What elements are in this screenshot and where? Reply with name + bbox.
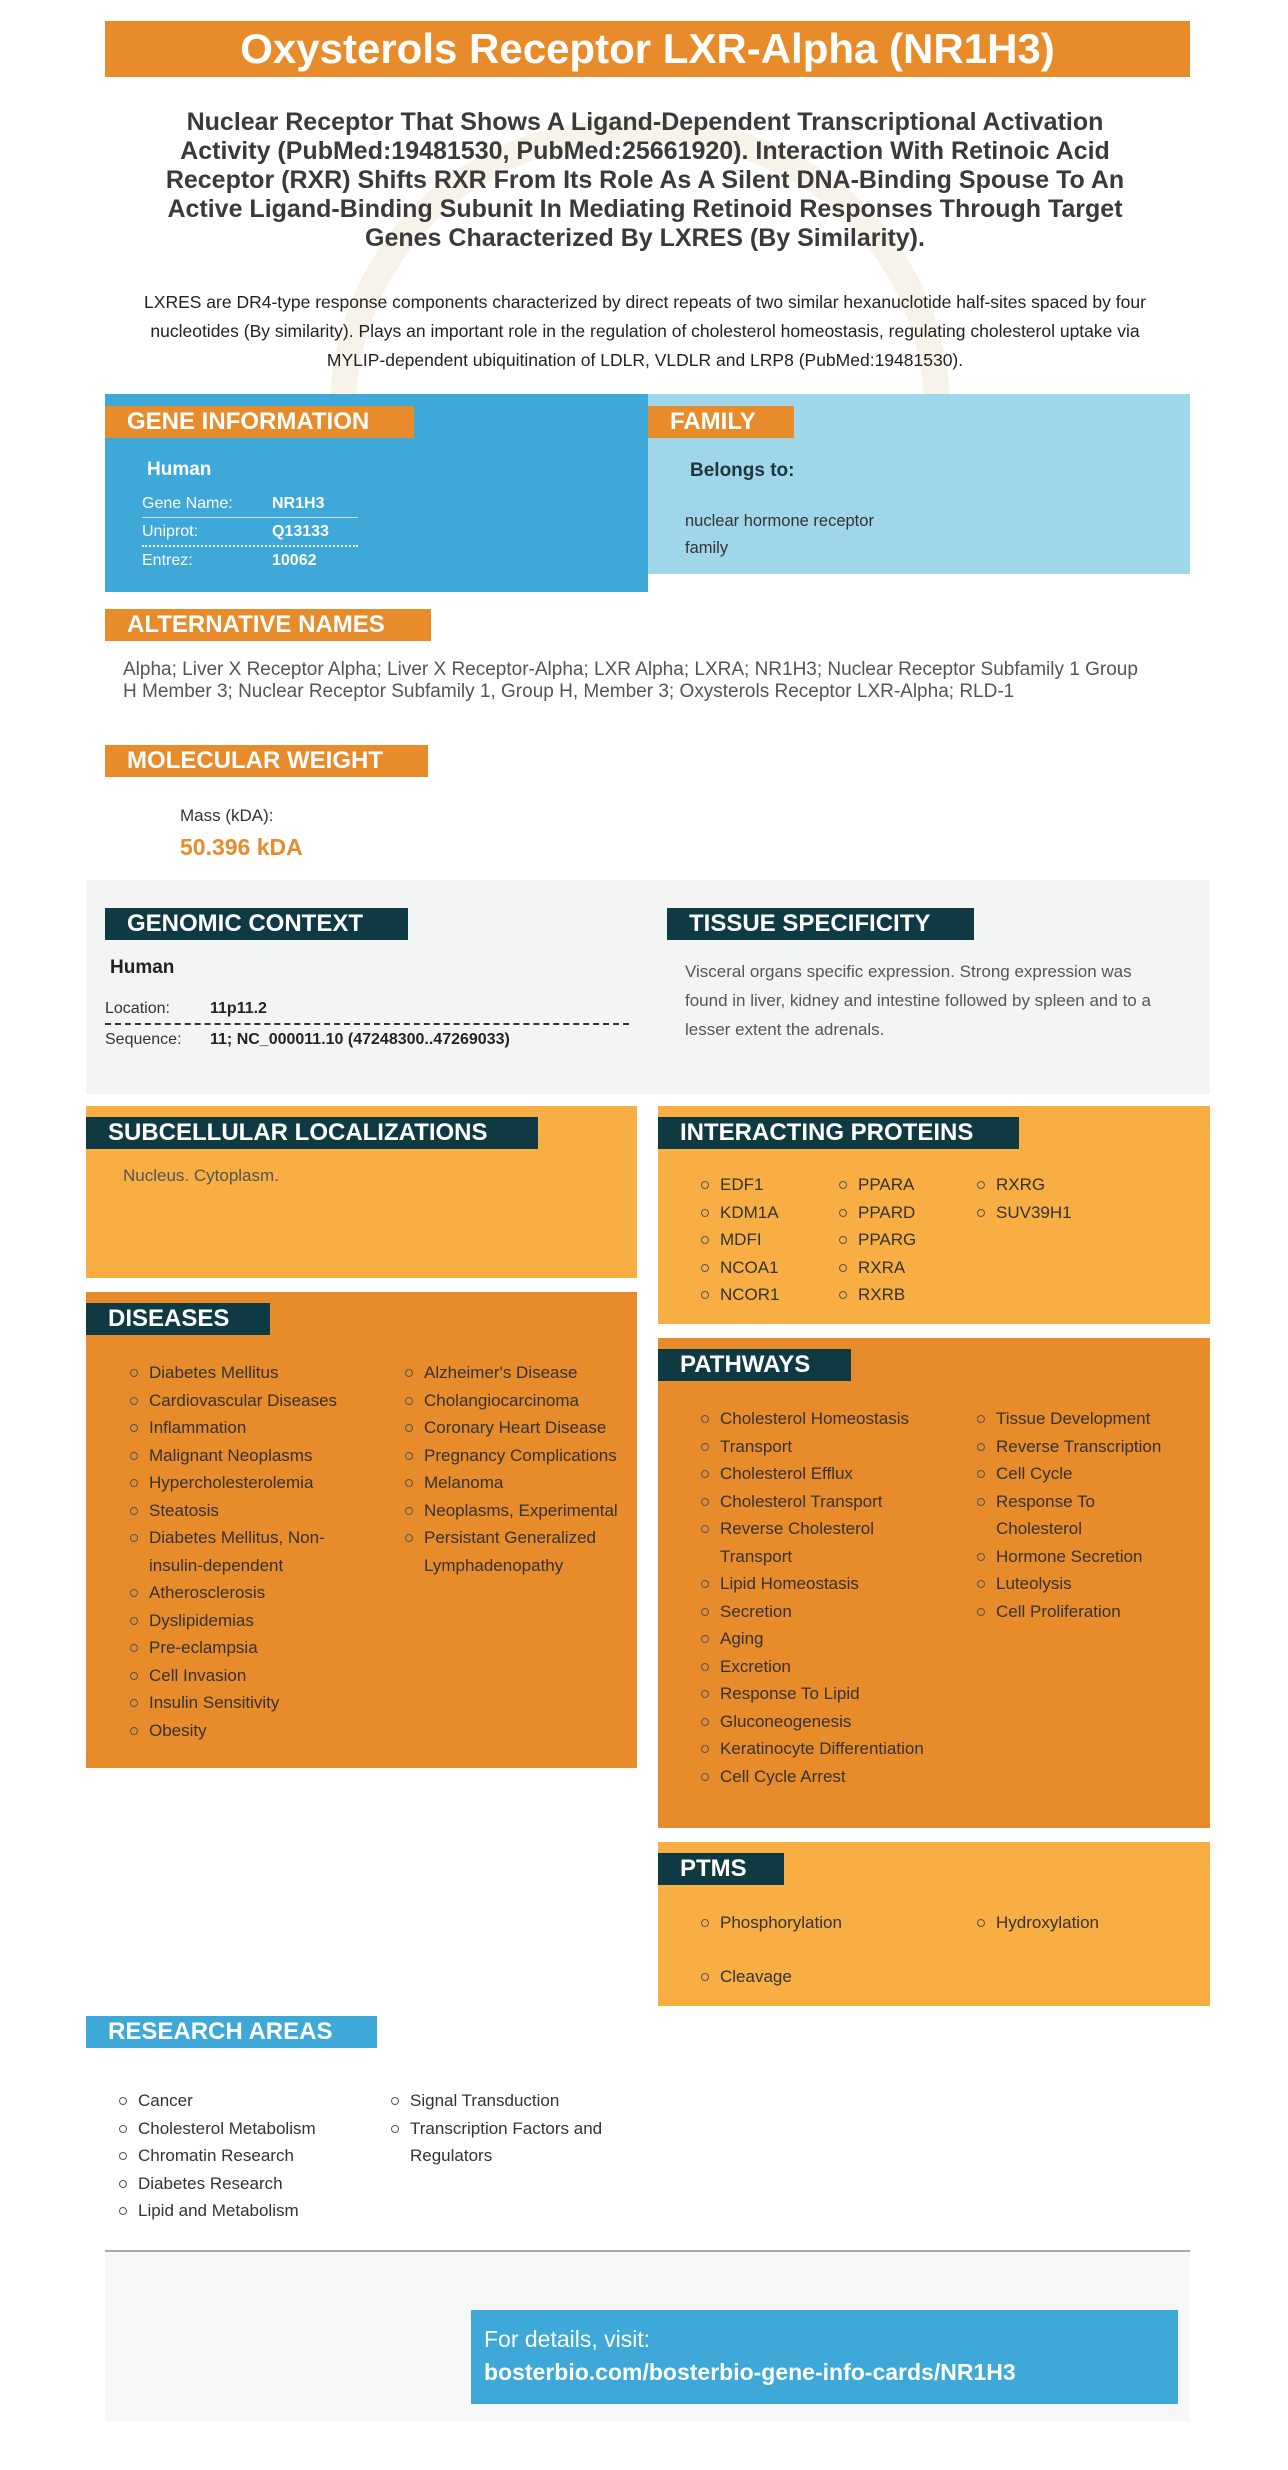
list-item: Atherosclerosis (130, 1579, 370, 1607)
footer-url[interactable]: bosterbio.com/bosterbio-gene-info-cards/NR1H3 (484, 2359, 1016, 2385)
list-item: Cell Invasion (130, 1662, 370, 1690)
gene-name-value: NR1H3 (272, 495, 325, 512)
mol-weight-heading: MOLECULAR WEIGHT (105, 745, 428, 777)
mass-value: 50.396 kDA (180, 834, 303, 860)
list-item: Insulin Sensitivity (130, 1689, 370, 1717)
list-item: Reverse Transcription (977, 1433, 1177, 1461)
ptms-heading: PTMS (658, 1853, 784, 1885)
list-item: Cholesterol Transport (701, 1488, 941, 1516)
list-item: Cholesterol Efflux (701, 1460, 941, 1488)
list-item: Cell Proliferation (977, 1598, 1177, 1626)
genomic-heading: GENOMIC CONTEXT (105, 908, 408, 940)
list-item: Cardiovascular Diseases (130, 1387, 370, 1415)
list-item: Keratinocyte Differentiation (701, 1735, 941, 1763)
gene-name-row (142, 490, 358, 518)
footer-link-box[interactable] (471, 2310, 1178, 2404)
list-item: PPARG (839, 1226, 969, 1254)
diseases-list-col1 (130, 1359, 370, 1744)
research-heading: RESEARCH AREAS (86, 2016, 377, 2048)
mass-label: Mass (kDA): (180, 806, 274, 825)
function-summary: LXRES are DR4-type response components characterized by direct repeats of two similar hexanuclotide half-sites spaced by four nucleotides (By similarity). Plays an important role in the regulation of cholesterol homeostasis, regulating cholesterol uptake via MYLIP-dependent ubiquitination of LDLR, VLDLR and LRP8 (PubMed:19481530). (144, 292, 1146, 370)
function-subtitle: Nuclear Receptor That Shows A Ligand-Dependent Transcriptional Activation Activity (PubMed:19481530, PubMed:25661920). Interaction With Retinoic Acid Receptor (RXR) Shifts RXR From Its Role As A Silent DNA-Binding Spouse To An Active Ligand-Binding Subunit In Mediating Retinoid Responses Through Target Genes Characterized By LXRES (By Similarity). (165, 108, 1125, 252)
list-item: KDM1A (701, 1199, 841, 1227)
list-item: Lipid and Metabolism (119, 2197, 359, 2225)
list-item: Obesity (130, 1717, 370, 1745)
family-heading: FAMILY (648, 406, 794, 438)
list-item: Persistant Generalized Lymphadenopathy (405, 1524, 625, 1579)
location-row (105, 994, 629, 1025)
list-item: Response To Cholesterol (977, 1488, 1177, 1543)
sequence-row (105, 1025, 629, 1054)
list-item: EDF1 (701, 1171, 841, 1199)
gene-info-table (142, 490, 358, 574)
list-item: Cholesterol Metabolism (119, 2115, 359, 2143)
sequence-value: 11; NC_000011.10 (47248300..47269033) (210, 1031, 510, 1048)
alt-names-heading: ALTERNATIVE NAMES (105, 609, 431, 641)
genomic-species: Human (110, 957, 175, 978)
list-item: Malignant Neoplasms (130, 1442, 370, 1470)
list-item: Diabetes Mellitus (130, 1359, 370, 1387)
research-list-col2 (391, 2087, 631, 2170)
list-item: Coronary Heart Disease (405, 1414, 625, 1442)
subcellular-text: Nucleus. Cytoplasm. (123, 1166, 279, 1185)
list-item: Chromatin Research (119, 2142, 359, 2170)
list-item: RXRG (977, 1171, 1127, 1199)
uniprot-value: Q13133 (272, 523, 329, 540)
diseases-list-col2 (405, 1359, 625, 1579)
list-item: RXRB (839, 1281, 969, 1309)
list-item: NCOA1 (701, 1254, 841, 1282)
list-item: Transcription Factors and Regulators (391, 2115, 631, 2170)
location-label: Location: (105, 1000, 170, 1017)
footer-line1: For details, visit: (484, 2326, 651, 2352)
entrez-value: 10062 (272, 552, 317, 569)
subcellular-heading: SUBCELLULAR LOCALIZATIONS (86, 1117, 538, 1149)
list-item: Reverse Cholesterol Transport (701, 1515, 941, 1570)
sequence-label: Sequence: (105, 1031, 182, 1048)
list-item: Cell Cycle (977, 1460, 1177, 1488)
list-item: Tissue Development (977, 1405, 1177, 1433)
pathways-list-col1 (701, 1405, 941, 1790)
list-item: Pregnancy Complications (405, 1442, 625, 1470)
list-item: Hormone Secretion (977, 1543, 1177, 1571)
pathways-heading: PATHWAYS (658, 1349, 851, 1381)
list-item: Diabetes Mellitus, Non-insulin-dependent (130, 1524, 370, 1579)
research-list-col1 (119, 2087, 359, 2225)
entrez-label: Entrez: (142, 552, 193, 569)
list-item: Hypercholesterolemia (130, 1469, 370, 1497)
page-title: Oxysterols Receptor LXR-Alpha (NR1H3) (105, 21, 1190, 77)
list-item: Transport (701, 1433, 941, 1461)
list-item: Cholesterol Homeostasis (701, 1405, 941, 1433)
family-belongs-label: Belongs to: (690, 460, 795, 481)
gene-info-heading: GENE INFORMATION (105, 406, 414, 438)
list-item: Melanoma (405, 1469, 625, 1497)
uniprot-label: Uniprot: (142, 523, 199, 540)
interacting-list-col3 (977, 1171, 1127, 1226)
list-item: Cancer (119, 2087, 359, 2115)
list-item: Response To Lipid (701, 1680, 941, 1708)
list-item: Gluconeogenesis (701, 1708, 941, 1736)
interacting-list-col2 (839, 1171, 969, 1309)
gene-info-species: Human (147, 459, 212, 480)
list-item: SUV39H1 (977, 1199, 1127, 1227)
list-item: Diabetes Research (119, 2170, 359, 2198)
tissue-text: Visceral organs specific expression. Strong expression was found in liver, kidney and intestine followed by spleen and to a lesser extent the adrenals. (685, 962, 1151, 1039)
list-item: Cholangiocarcinoma (405, 1387, 625, 1415)
list-item: Alzheimer's Disease (405, 1359, 625, 1387)
list-item: Luteolysis (977, 1570, 1177, 1598)
ptms-list-col2 (977, 1909, 1177, 1937)
list-item: Steatosis (130, 1497, 370, 1525)
interacting-heading: INTERACTING PROTEINS (658, 1117, 1019, 1149)
genomic-table (105, 994, 629, 1054)
entrez-row (142, 547, 358, 574)
location-value: 11p11.2 (210, 1000, 267, 1017)
list-item: Cell Cycle Arrest (701, 1763, 941, 1791)
list-item: Secretion (701, 1598, 941, 1626)
list-item: NCOR1 (701, 1281, 841, 1309)
list-item: MDFI (701, 1226, 841, 1254)
list-item: Inflammation (130, 1414, 370, 1442)
list-item: Neoplasms, Experimental (405, 1497, 625, 1525)
alt-names-text: Alpha; Liver X Receptor Alpha; Liver X Receptor-Alpha; LXR Alpha; LXRA; NR1H3; Nuclear Receptor Subfamily 1 Group H Member 3; Nuclear Receptor Subfamily 1, Group H, Member 3; Oxysterols Receptor LXR-Alpha; RLD-1 (123, 659, 1138, 702)
pathways-list-col2 (977, 1405, 1177, 1625)
diseases-heading: DISEASES (86, 1303, 270, 1335)
family-value: nuclear hormone receptor family (685, 512, 874, 557)
list-item: Dyslipidemias (130, 1607, 370, 1635)
list-item: Excretion (701, 1653, 941, 1681)
list-item: RXRA (839, 1254, 969, 1282)
list-item: Hydroxylation (977, 1909, 1177, 1937)
list-item: PPARA (839, 1171, 969, 1199)
list-item: Phosphorylation (701, 1909, 941, 1937)
list-item: Lipid Homeostasis (701, 1570, 941, 1598)
uniprot-row (142, 518, 358, 547)
tissue-heading: TISSUE SPECIFICITY (667, 908, 974, 940)
list-item: Signal Transduction (391, 2087, 631, 2115)
list-item: Pre-eclampsia (130, 1634, 370, 1662)
list-item: PPARD (839, 1199, 969, 1227)
interacting-list-col1 (701, 1171, 841, 1309)
list-item: Aging (701, 1625, 941, 1653)
gene-name-label: Gene Name: (142, 495, 233, 512)
list-item: Cleavage (701, 1963, 941, 1991)
ptms-list-col1 (701, 1909, 941, 1990)
